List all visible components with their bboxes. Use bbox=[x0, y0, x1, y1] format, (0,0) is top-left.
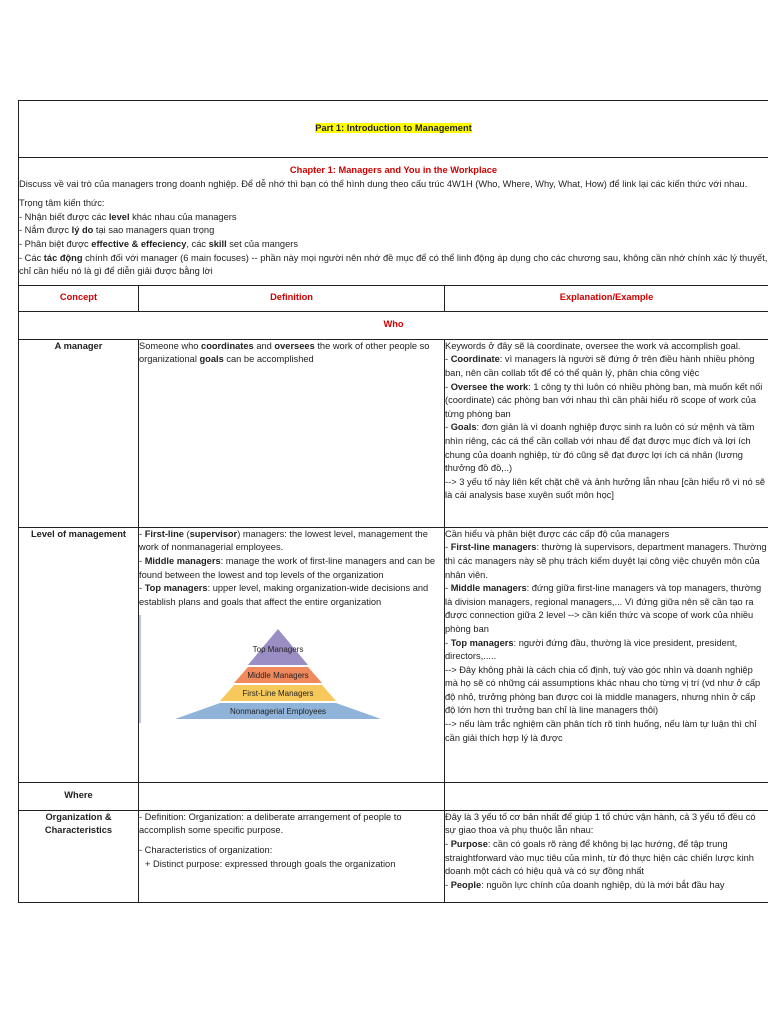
part-title-cell bbox=[19, 101, 768, 158]
explanation-organization: Đây là 3 yếu tố cơ bản nhất để giúp 1 tổ chức vận hành, cả 3 yếu tố đều có sự giao thoa và phụ thuộc lẫn nhau: - Purpose: cần có goals rõ ràng để không bị lạc hướng, để tập trung straightforward vào mục tiêu của mình, từ đó thực hiện các chiến lược kinh doanh một cách có hiệu quả và có sự đồng nhất - People: nguồn lực chính của doanh nghiệp, dù là mới bắt đầu hay bbox=[445, 810, 768, 902]
explanation-level: Cần hiểu và phân biệt được các cấp độ của managers - First-line managers: thường là supervisors, department managers. Thường thì các managers này sẽ phụ trách kiểm duyệt lại công việc chuyên môn của nhân viên. - Middle managers: đứng giữa first-line managers và top managers, thường là division managers, regional managers,... Vì đứng giữa nên sẽ cần tạo ra được connection giữa 2 level --> cần kiến thức và scope of work của nhiều phòng ban - Top managers: người đứng đầu, thường là vice president, president, directors,..... --> Đây không phải là cách chia cố định, tuỳ vào góc nhìn và doanh nghiệp mà họ sẽ có những cái assumptions khác nhau cho từng vị trí (vd như ở cấp độ nhỏ, trưởng phòng ban được coi là middle managers, nhưng nhìn ở cấp độ lớn hơn thì trưởng ban chỉ là line managers thôi) --> nếu làm trắc nghiệm cần phân tích rõ tình huống, nếu làm tự luận thì chỉ cần giải thích hợp lý là được bbox=[445, 527, 768, 782]
chapter-title: Chapter 1: Managers and You in the Workplace bbox=[289, 165, 498, 175]
explanation-manager: Keywords ở đây sẽ là coordinate, oversee the work và accomplish goal. - Coordinate: vì managers là người sẽ đứng ở trên điều hành nhiều phòng ban, nên cần collab tốt để có thể quản lý, phân chia công việc - Oversee the work: 1 công ty thì luôn có nhiều phòng ban, mà muốn kết nối (coordinate) các phòng ban với nhau thì cần phải hiểu rõ scope of work của từng phòng ban - Goals: đơn giản là vì doanh nghiệp được sinh ra luôn có sứ mệnh và tầm nhìn riêng, các cá thể cần collab với nhau để đạt được mục đích và lợi ích chung của doanh nghiệp, từ đó cũng sẽ đạt được lợi ích cá nhân (lương thưởng đồ đồ,..) --> 3 yếu tố này liên kết chặt chẽ và ảnh hưởng lẫn nhau [cần hiểu rõ vì nó sẽ là cái analysis base xuyên suốt môn học] bbox=[445, 339, 768, 527]
definition-level: - First-line (supervisor) managers: the lowest level, management the work of nonmanagerial employees. - Middle managers: manage the work of first-line managers and can be found between the lowest and top levels of the organization - Top managers: upper level, making organization-wide decisions and establish plans and goals that affect the entire organization Top Managers Middle Managers First-Line Managers Nonmanagerial Employees bbox=[139, 527, 445, 782]
focus-item: - Nắm được lý do tại sao managers quan trọng bbox=[19, 225, 215, 236]
concept-manager: A manager bbox=[19, 339, 139, 527]
focus-item: - Nhận biết được các level khác nhau của managers bbox=[19, 211, 237, 222]
part-title: Part 1: Introduction to Management bbox=[315, 123, 472, 134]
pyramid-label-top: Top Managers bbox=[252, 645, 304, 655]
pyramid-label-base: Nonmanagerial Employees bbox=[229, 707, 327, 717]
definition-organization: - Definition: Organization: a deliberate arrangement of people to accomplish some specific purpose. - Characteristics of organization: + Distinct purpose: expressed through goals the organization bbox=[139, 810, 445, 902]
focus-item: - Các tác động chính đối với manager (6 main focuses) -- phần này mọi người nên nhớ đề mục để có thể linh động áp dụng cho các chương sau, không cần nhớ chính xác lý thuyết, chỉ cần hiểu nó là gì để diễn giải được bằng lời bbox=[19, 252, 768, 277]
focus-heading: Trọng tâm kiến thức: bbox=[19, 198, 105, 209]
concept-organization: Organization & Characteristics bbox=[19, 810, 139, 902]
chapter-intro: Discuss về vai trò của managers trong doanh nghiệp. Để dễ nhớ thì bạn có thể hình dung theo cấu trúc 4W1H (Who, Where, Why, What, How) để link lại các kiến thức với nhau. bbox=[19, 178, 748, 189]
pyramid-label-first-line: First-Line Managers bbox=[242, 689, 314, 699]
definition-manager: Someone who coordinates and oversees the work of other people so organizational goals can be accomplished bbox=[139, 339, 445, 527]
header-definition: Definition bbox=[139, 285, 445, 311]
pyramid-label-middle: Middle Managers bbox=[247, 671, 309, 681]
header-explanation: Explanation/Example bbox=[445, 285, 768, 311]
focus-item: - Phân biệt được effective & effeciency, các skill set của mangers bbox=[19, 238, 298, 249]
section-where-empty bbox=[445, 782, 768, 810]
concept-level: Level of management bbox=[19, 527, 139, 782]
management-pyramid bbox=[139, 615, 444, 733]
document-table bbox=[18, 100, 768, 903]
header-concept: Concept bbox=[19, 285, 139, 311]
section-where-empty bbox=[139, 782, 445, 810]
section-who: Who bbox=[19, 311, 768, 339]
section-where: Where bbox=[19, 782, 139, 810]
chapter-cell bbox=[19, 158, 768, 286]
